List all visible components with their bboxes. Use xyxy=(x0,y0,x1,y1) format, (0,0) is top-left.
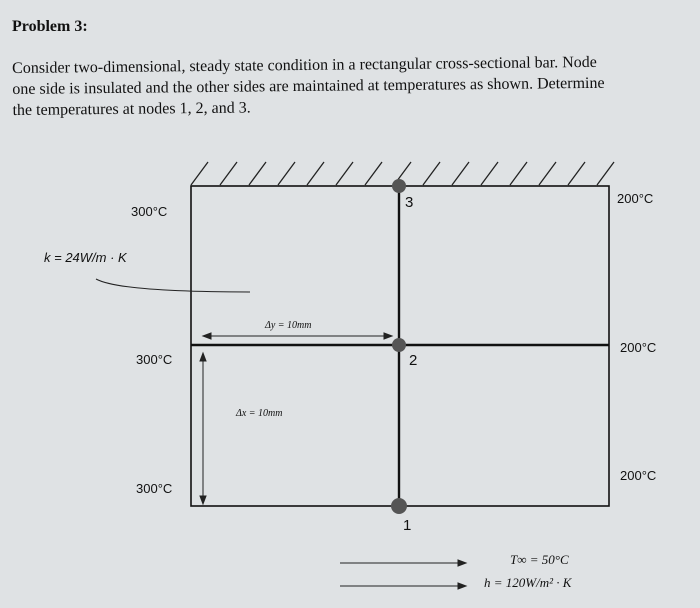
k-pointer-line xyxy=(96,279,250,292)
node-3-label: 3 xyxy=(405,194,414,211)
left-temp-top: 300°C xyxy=(131,204,168,219)
right-temp-top: 200°C xyxy=(617,191,654,206)
ambient-temp-label: T∞ = 50°C xyxy=(510,552,569,567)
problem-line-2: one side is insulated and the other sides are maintained at temperatures as shown. Determine xyxy=(12,74,605,98)
right-temp-bottom: 200°C xyxy=(620,468,657,483)
problem-line-1: Consider two-dimensional, steady state condition in a rectangular cross-sectional bar. Node xyxy=(12,53,597,77)
dx-dimension-arrow xyxy=(200,353,206,504)
problem-title: Problem 3: xyxy=(12,18,88,35)
right-temp-middle: 200°C xyxy=(620,340,657,355)
problem-line-3: the temperatures at nodes 1, 2, and 3. xyxy=(12,99,251,119)
dy-label: Δy = 10mm xyxy=(265,320,312,331)
node-1-marker xyxy=(391,498,407,514)
left-temp-bottom: 300°C xyxy=(136,481,173,496)
node-2-marker xyxy=(392,338,406,352)
dx-label: Δx = 10mm xyxy=(236,408,283,419)
node-1-label: 1 xyxy=(403,517,412,534)
left-temp-middle: 300°C xyxy=(136,352,173,367)
conductivity-label: k = 24W/m · K xyxy=(44,250,127,265)
convection-coefficient-label: h = 120W/m² · K xyxy=(484,575,572,590)
convection-arrows xyxy=(340,560,466,589)
dy-dimension-arrow xyxy=(203,333,392,339)
node-3-marker xyxy=(392,179,406,193)
node-2-label: 2 xyxy=(409,352,418,369)
